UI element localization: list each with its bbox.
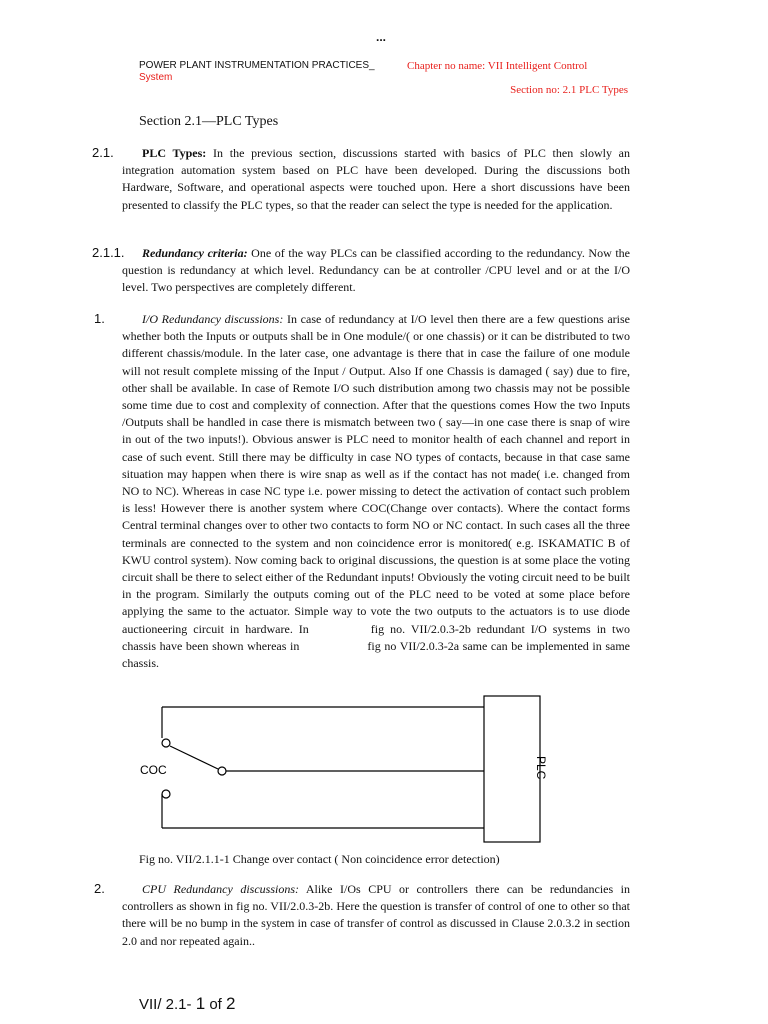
book-title bbox=[139, 60, 409, 84]
figure-reference: fig no VII/2.0.3-2a same can be implemented in same chassis. bbox=[122, 638, 631, 671]
contact-terminal-common bbox=[218, 767, 226, 775]
paragraph-text: One of the way PLCs can be classified according to the redundancy. Now the question is redundancy at which level. Redundancy can be at controller /CPU level and or at the I/O level. Two perspectives are completely different. bbox=[122, 246, 630, 295]
footer-of: of bbox=[205, 996, 227, 1013]
book-title-text: POWER PLANT INSTRUMENTATION PRACTICES_ bbox=[139, 60, 375, 71]
paragraph-io-redundancy bbox=[122, 311, 630, 672]
page-number: 1 bbox=[195, 994, 206, 1013]
list-number: 1. bbox=[94, 311, 105, 326]
plc-box bbox=[484, 696, 540, 842]
section-title: Section 2.1—PLC Types bbox=[139, 114, 279, 129]
paragraph-cpu-redundancy bbox=[122, 881, 630, 950]
page-total: 2 bbox=[226, 994, 236, 1013]
figure-reference: fig no. VII/2.0.3-2b redundant I/O systems in two chassis have been shown whereas in bbox=[122, 621, 630, 653]
coc-label: COC bbox=[140, 763, 167, 777]
list-number: 2. bbox=[94, 881, 105, 896]
footer-prefix: VII/ 2.1- bbox=[139, 996, 196, 1013]
paragraph-text: In the previous section, discussions started with basics of PLC then slowly an integration automation system based on PLC have been developed. During the discussions both Hardware, Software, and operational aspects were touched upon. Here a short discussions have been presented to classify the PLC types, so that the reader can select the type is needed for the application. bbox=[122, 146, 631, 212]
page-footer bbox=[139, 994, 236, 1014]
chapter-label: Chapter no name: VII Intelligent Control bbox=[407, 60, 588, 72]
contact-terminal-top bbox=[162, 739, 170, 747]
clause-number: 2.1. bbox=[92, 145, 114, 160]
paragraph-heading: I/O Redundancy discussions: bbox=[142, 312, 284, 326]
paragraph-redundancy bbox=[122, 245, 630, 297]
contact-terminal-bottom bbox=[162, 790, 170, 798]
clause-number: 2.1.1. bbox=[92, 245, 125, 260]
book-title-cont: System bbox=[139, 72, 173, 83]
paragraph-text: Alike I/Os CPU or controllers there can be redundancies in controllers as shown in fig no. VII/2.0.3-2b. Here the question is transfer of control of one to other so that there will be no bump in the system in case of transfer of control as discussed in Clause 2.0.3.2 in section 2.0 and nor repeated again.. bbox=[122, 882, 630, 948]
paragraph-plc-types bbox=[122, 145, 630, 214]
coc-diagram bbox=[120, 694, 560, 853]
paragraph-heading: CPU Redundancy discussions: bbox=[142, 882, 299, 896]
paragraph-text: In case of redundancy at I/O level then there are a few questions arise whether both the Inputs or outputs shall be in One module/( or one chassis) or it can be distributed to two different chassis/module. In the later case, one advantage is there that in case the failure of one module will not result complete missing of the Input / Output. Also If one Chassis is damaged ( say) due to fire, other shall be available. In case of Remote I/O such distribution among two chassis may not be possible some time due to cost and complexity of connection. After that the questions comes How the two Inputs /Outputs shall be handled in case there is mismatch between two ( say—in one case there is snap of wire in out of the two inputs!). Obvious answer is PLC need to monitor health of each channel and report in case of such event. Still there may be difficulty in case NO types of contacts, because in that case same situation may happen when there is wire snap as well as if the contact has not made( i.e. changed from NO to NC). Whereas in case NC type i.e. power missing to detect the activation of contact such problem is less! However there is another system where COC(Change over contacts). Where the contact forms Central terminal changes over to other two contacts to form NO or NC contact. In such cases all the three terminals are connected to the system and non coincidence error is monitored( e.g. ISKAMATIC B of KWU control system). Now coming back to original discussions, the question is at some place the voting circuit shall be there to select either of the Redundant inputs! Obviously the voting circuit need to be built in the program. Similarly the outputs coming out of the PLC need to be voted at some place before applying the same to the actuator. Simple way to vote the two outputs to the actuators is to use diode auctioneering circuit in hardware. In bbox=[122, 312, 630, 636]
header-ellipsis: ... bbox=[376, 30, 387, 44]
coc-diagram-svg bbox=[120, 694, 560, 848]
figure-caption: Fig no. VII/2.1.1-1 Change over contact ( Non coincidence error detection) bbox=[139, 852, 500, 866]
switch-lever bbox=[170, 746, 218, 769]
paragraph-heading: Redundancy criteria: bbox=[142, 246, 248, 260]
paragraph-heading: PLC Types: bbox=[142, 146, 207, 160]
plc-label: PLC bbox=[534, 756, 548, 780]
section-number: Section no: 2.1 PLC Types bbox=[510, 84, 628, 96]
